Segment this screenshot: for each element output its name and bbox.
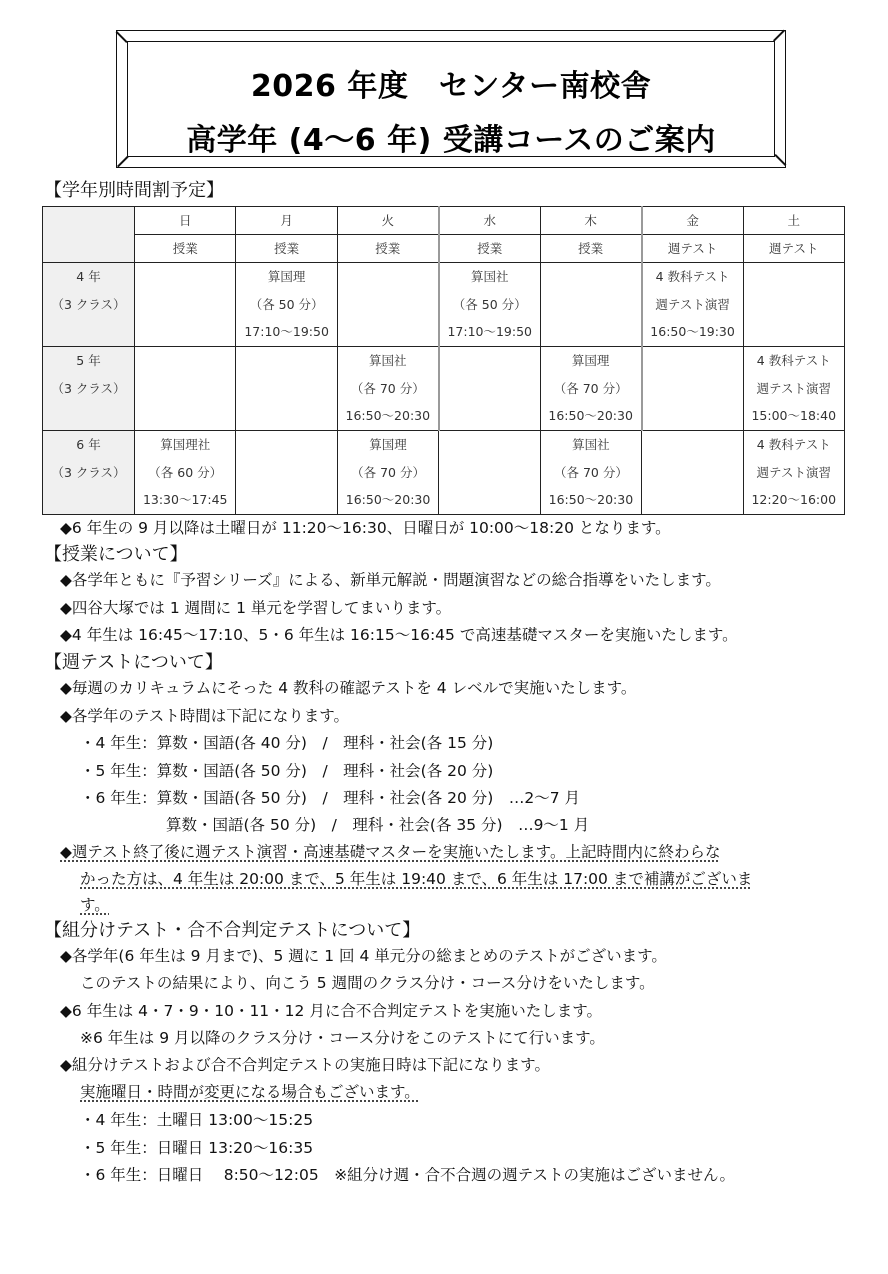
- grade-cell: [43, 431, 135, 515]
- grade-classes: （3 クラス）: [51, 380, 126, 396]
- schedule-cell-line: 週テスト演習: [756, 380, 832, 396]
- day-header: 木: [540, 207, 641, 235]
- day-header: 月: [236, 207, 337, 235]
- schedule-note: ◆6 年生の 9 月以降は土曜日が 11:20～16:30、日曜日が 10:00～18:20 となります。: [60, 519, 671, 537]
- schedule-cell-line: 算国理: [267, 269, 306, 284]
- schedule-cell: [642, 263, 743, 347]
- schedule-cell-line: 16:50～20:30: [345, 492, 431, 507]
- weekly-test-time: ・6 年生：算数・国語(各 50 分) / 理科・社会(各 20 分) …2～7 月: [80, 789, 581, 807]
- weekly-test-followup: [60, 840, 720, 862]
- schedule-cell: [135, 431, 236, 515]
- schedule-cell-line: 算国社: [369, 353, 407, 368]
- schedule-cell-line: 12:20～16:00: [751, 492, 837, 507]
- day-header: 土: [743, 207, 844, 235]
- schedule-cell-line: 4 教科テスト: [655, 269, 730, 284]
- schedule-cell-line: 16:50～19:30: [650, 324, 735, 339]
- weekly-test-followup-line: す。: [80, 896, 110, 914]
- placement-test-heading: 【組分けテスト・合不合判定テストについて】: [44, 920, 421, 941]
- schedule-cell: [135, 347, 236, 431]
- placement-test-time: ・5 年生：日曜日 13:20～16:35: [80, 1139, 314, 1157]
- placement-test-item: ◆6 年生は 4・7・9・10・11・12 月に合不合判定テストを実施いたします。: [60, 1002, 602, 1020]
- schedule-cell: [135, 263, 236, 347]
- schedule-cell: [337, 431, 438, 515]
- schedule-cell-line: （各 70 分）: [553, 464, 628, 480]
- schedule-cell: [439, 431, 540, 515]
- schedule-cell: [337, 347, 438, 431]
- lessons-item: ◆4 年生は 16:45～17:10、5・6 年生は 16:15～16:45 で高速基礎マスターを実施いたします。: [60, 626, 738, 644]
- schedule-cell-line: （各 70 分）: [350, 380, 425, 396]
- schedule-cell-line: 13:30～17:45: [142, 492, 228, 507]
- title-line-1: 2026 年度 センター南校舎: [250, 69, 652, 104]
- schedule-cell: [642, 347, 743, 431]
- schedule-cell-line: 4 教科テスト: [756, 437, 831, 452]
- grade-classes: （3 クラス）: [51, 296, 126, 312]
- weekly-test-followup-line: かった方は、4 年生は 20:00 まで、5 年生は 19:40 まで、6 年生は 17:00 まで補講がございま: [80, 870, 753, 888]
- placement-test-item: ※6 年生は 9 月以降のクラス分け・コース分けをこのテストにて行います。: [80, 1029, 605, 1047]
- bevel-corner: [773, 30, 785, 42]
- schedule-cell: [337, 263, 438, 347]
- weekly-test-followup: [80, 893, 110, 915]
- schedule-cell: [540, 347, 641, 431]
- schedule-table: [42, 206, 845, 515]
- grade-cell: [43, 263, 135, 347]
- schedule-cell-line: 16:50～20:30: [548, 408, 633, 423]
- weekly-test-heading: 【週テストについて】: [44, 652, 223, 673]
- grade-label: 5 年: [76, 353, 101, 368]
- schedule-cell-line: 15:00～18:40: [751, 408, 837, 423]
- bevel-corner: [116, 31, 128, 43]
- placement-test-item: このテストの結果により、向こう 5 週間のクラス分け・コース分けをいたします。: [80, 974, 655, 992]
- schedule-cell: [743, 263, 844, 347]
- title-frame: [116, 30, 786, 168]
- day-header: 水: [439, 207, 540, 235]
- schedule-cell-line: 週テスト演習: [756, 464, 832, 480]
- weekly-test-time: ・5 年生：算数・国語(各 50 分) / 理科・社会(各 20 分): [80, 762, 494, 780]
- schedule-cell-line: 17:10～19:50: [447, 324, 532, 339]
- title-line-2: 高学年 (4～6 年) 受講コースのご案内: [186, 123, 716, 158]
- schedule-cell-line: （各 70 分）: [553, 380, 628, 396]
- type-header: 授業: [540, 235, 641, 263]
- day-header: 金: [642, 207, 743, 235]
- schedule-cell-line: （各 60 分）: [148, 464, 223, 480]
- day-header: 火: [337, 207, 438, 235]
- grade-row: [43, 431, 845, 515]
- schedule-cell-line: 17:10～19:50: [244, 324, 329, 339]
- schedule-cell-line: 算国社: [572, 437, 610, 452]
- schedule-cell-line: （各 70 分）: [351, 464, 425, 480]
- schedule-cell: [540, 263, 641, 347]
- grade-cell: [43, 347, 135, 431]
- type-header: 授業: [439, 235, 540, 263]
- grade-classes: （3 クラス）: [51, 464, 126, 480]
- schedule-cell: [540, 431, 641, 515]
- lessons-item: ◆四谷大塚では 1 週間に 1 単元を学習してまいります。: [60, 599, 452, 617]
- placement-test-time: ・6 年生：日曜日 8:50～12:05 ※組分け週・合不合週の週テストの実施はございません。: [80, 1166, 735, 1184]
- table-corner: [43, 207, 135, 263]
- grade-row: [43, 263, 845, 347]
- schedule-cell: [439, 263, 540, 347]
- grade-label: 4 年: [76, 269, 101, 284]
- lessons-item: ◆各学年ともに『予習シリーズ』による、新単元解説・問題演習などの総合指導をいたします。: [60, 571, 721, 589]
- placement-test-item: [80, 1080, 420, 1102]
- schedule-cell: [439, 347, 540, 431]
- grade-label: 6 年: [76, 437, 101, 452]
- schedule-cell: [743, 347, 844, 431]
- placement-test-item: ◆各学年(6 年生は 9 月まで)、5 週に 1 回 4 単元分の総まとめのテストがございます。: [60, 947, 667, 965]
- schedule-cell: [743, 431, 844, 515]
- schedule-cell-line: 4 教科テスト: [756, 353, 831, 368]
- schedule-cell-line: 算国社: [470, 269, 509, 284]
- schedule-cell-line: 算国理: [369, 437, 407, 452]
- schedule-cell: [236, 347, 337, 431]
- type-header: 週テスト: [642, 235, 743, 263]
- placement-test-change-note: 実施曜日・時間が変更になる場合もございます。: [80, 1083, 420, 1101]
- type-header: 授業: [236, 235, 337, 263]
- weekly-test-followup: [80, 867, 752, 889]
- placement-test-item: ◆組分けテストおよび合不合判定テストの実施日時は下記になります。: [60, 1056, 550, 1074]
- schedule-heading: 【学年別時間割予定】: [44, 180, 224, 201]
- placement-test-time: ・4 年生：土曜日 13:00～15:25: [80, 1111, 314, 1129]
- type-header-row: [43, 235, 845, 263]
- type-header: 週テスト: [743, 235, 844, 263]
- type-header: 授業: [135, 235, 236, 263]
- weekly-test-time: ・4 年生：算数・国語(各 40 分) / 理科・社会(各 15 分): [80, 734, 494, 752]
- weekly-test-followup-line: ◆週テスト終了後に週テスト演習・高速基礎マスターを実施いたします。上記時間内に終わらな: [60, 843, 721, 861]
- schedule-cell-line: 算国理社: [160, 437, 211, 452]
- grade-row: [43, 347, 845, 431]
- schedule-cell-line: 算国理: [571, 353, 610, 368]
- schedule-cell-line: 週テスト演習: [655, 296, 730, 312]
- schedule-cell: [236, 263, 337, 347]
- lessons-heading: 【授業について】: [44, 544, 188, 565]
- weekly-test-item: ◆各学年のテスト時間は下記になります。: [60, 707, 350, 725]
- schedule-cell-line: 16:50～20:30: [548, 492, 634, 507]
- schedule-cell: [642, 431, 743, 515]
- schedule-cell-line: （各 50 分）: [452, 296, 527, 312]
- schedule-cell-line: （各 50 分）: [249, 296, 324, 312]
- type-header: 授業: [337, 235, 438, 263]
- weekly-test-item: ◆毎週のカリキュラムにそった 4 教科の確認テストを 4 レベルで実施いたします。: [60, 679, 637, 697]
- weekly-test-time: 算数・国語(各 50 分) / 理科・社会(各 35 分) …9～1 月: [166, 816, 590, 834]
- day-header: 日: [135, 207, 236, 235]
- day-header-row: [43, 207, 845, 235]
- schedule-cell-line: 16:50～20:30: [345, 408, 431, 423]
- schedule-cell: [236, 431, 337, 515]
